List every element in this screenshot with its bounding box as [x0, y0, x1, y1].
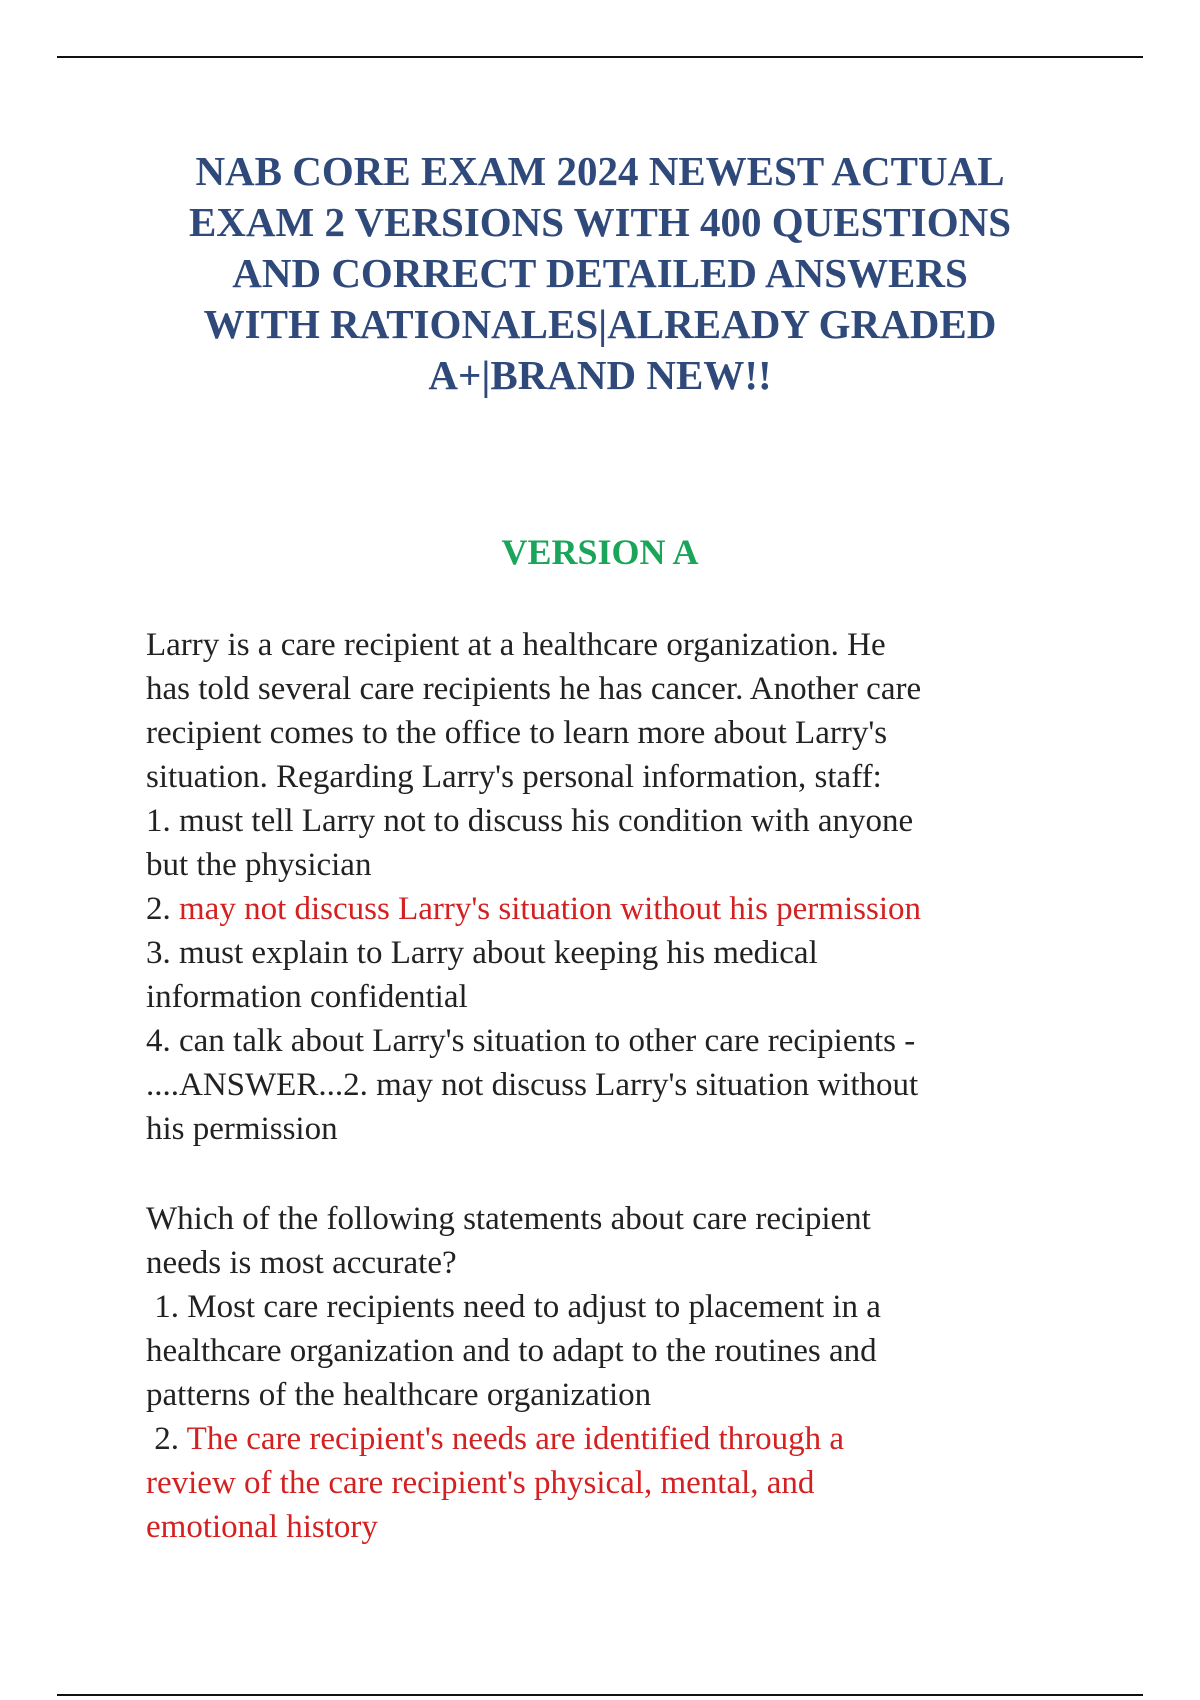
title-line: NAB CORE EXAM 2024 NEWEST ACTUAL [195, 148, 1005, 194]
question-1-line: has told several care recipients he has cancer. Another care [146, 671, 922, 707]
top-rule [57, 56, 1143, 58]
question-1-option-3: 3. must explain to Larry about keeping his medical [146, 935, 818, 971]
question-2-option-2 [146, 1417, 1076, 1461]
title-line: WITH RATIONALES|ALREADY GRADED [203, 301, 997, 347]
question-1-answer: ....ANSWER...2. may not discuss Larry's situation without [146, 1067, 919, 1103]
question-2 [146, 1197, 1076, 1549]
question-2-line: Which of the following statements about care recipient [146, 1201, 871, 1237]
option-number: 2. [146, 1421, 187, 1457]
question-1-line: situation. Regarding Larry's personal information, staff: [146, 759, 882, 795]
document-title [120, 146, 1080, 401]
highlighted-answer: review of the care recipient's physical, mental, and [146, 1465, 815, 1501]
question-1 [146, 623, 1076, 1151]
highlighted-answer: The care recipient's needs are identified through a [186, 1421, 845, 1457]
option-number: 2. [146, 891, 179, 927]
highlighted-answer: emotional history [146, 1509, 378, 1545]
question-2-option-1: patterns of the healthcare organization [146, 1377, 652, 1413]
title-line: AND CORRECT DETAILED ANSWERS [232, 250, 968, 296]
question-1-option-3: information confidential [146, 979, 468, 1015]
title-line: EXAM 2 VERSIONS WITH 400 QUESTIONS [188, 199, 1012, 245]
bottom-rule [57, 1694, 1143, 1696]
question-1-line: recipient comes to the office to learn more about Larry's [146, 715, 888, 751]
question-2-option-1: healthcare organization and to adapt to the routines and [146, 1333, 877, 1369]
question-1-option-2 [146, 887, 1076, 931]
highlighted-answer: may not discuss Larry's situation without his permission [179, 891, 921, 927]
question-1-option-1: 1. must tell Larry not to discuss his condition with anyone [146, 803, 914, 839]
question-1-answer: his permission [146, 1111, 338, 1147]
version-heading: VERSION A [501, 532, 699, 572]
question-1-option-1: but the physician [146, 847, 372, 883]
question-2-option-1: 1. Most care recipients need to adjust to placement in a [146, 1289, 881, 1325]
question-2-line: needs is most accurate? [146, 1245, 457, 1281]
question-1-line: Larry is a care recipient at a healthcare organization. He [146, 627, 886, 663]
title-line: A+|BRAND NEW!! [428, 352, 772, 398]
question-1-option-4: 4. can talk about Larry's situation to other care recipients - [146, 1023, 916, 1059]
